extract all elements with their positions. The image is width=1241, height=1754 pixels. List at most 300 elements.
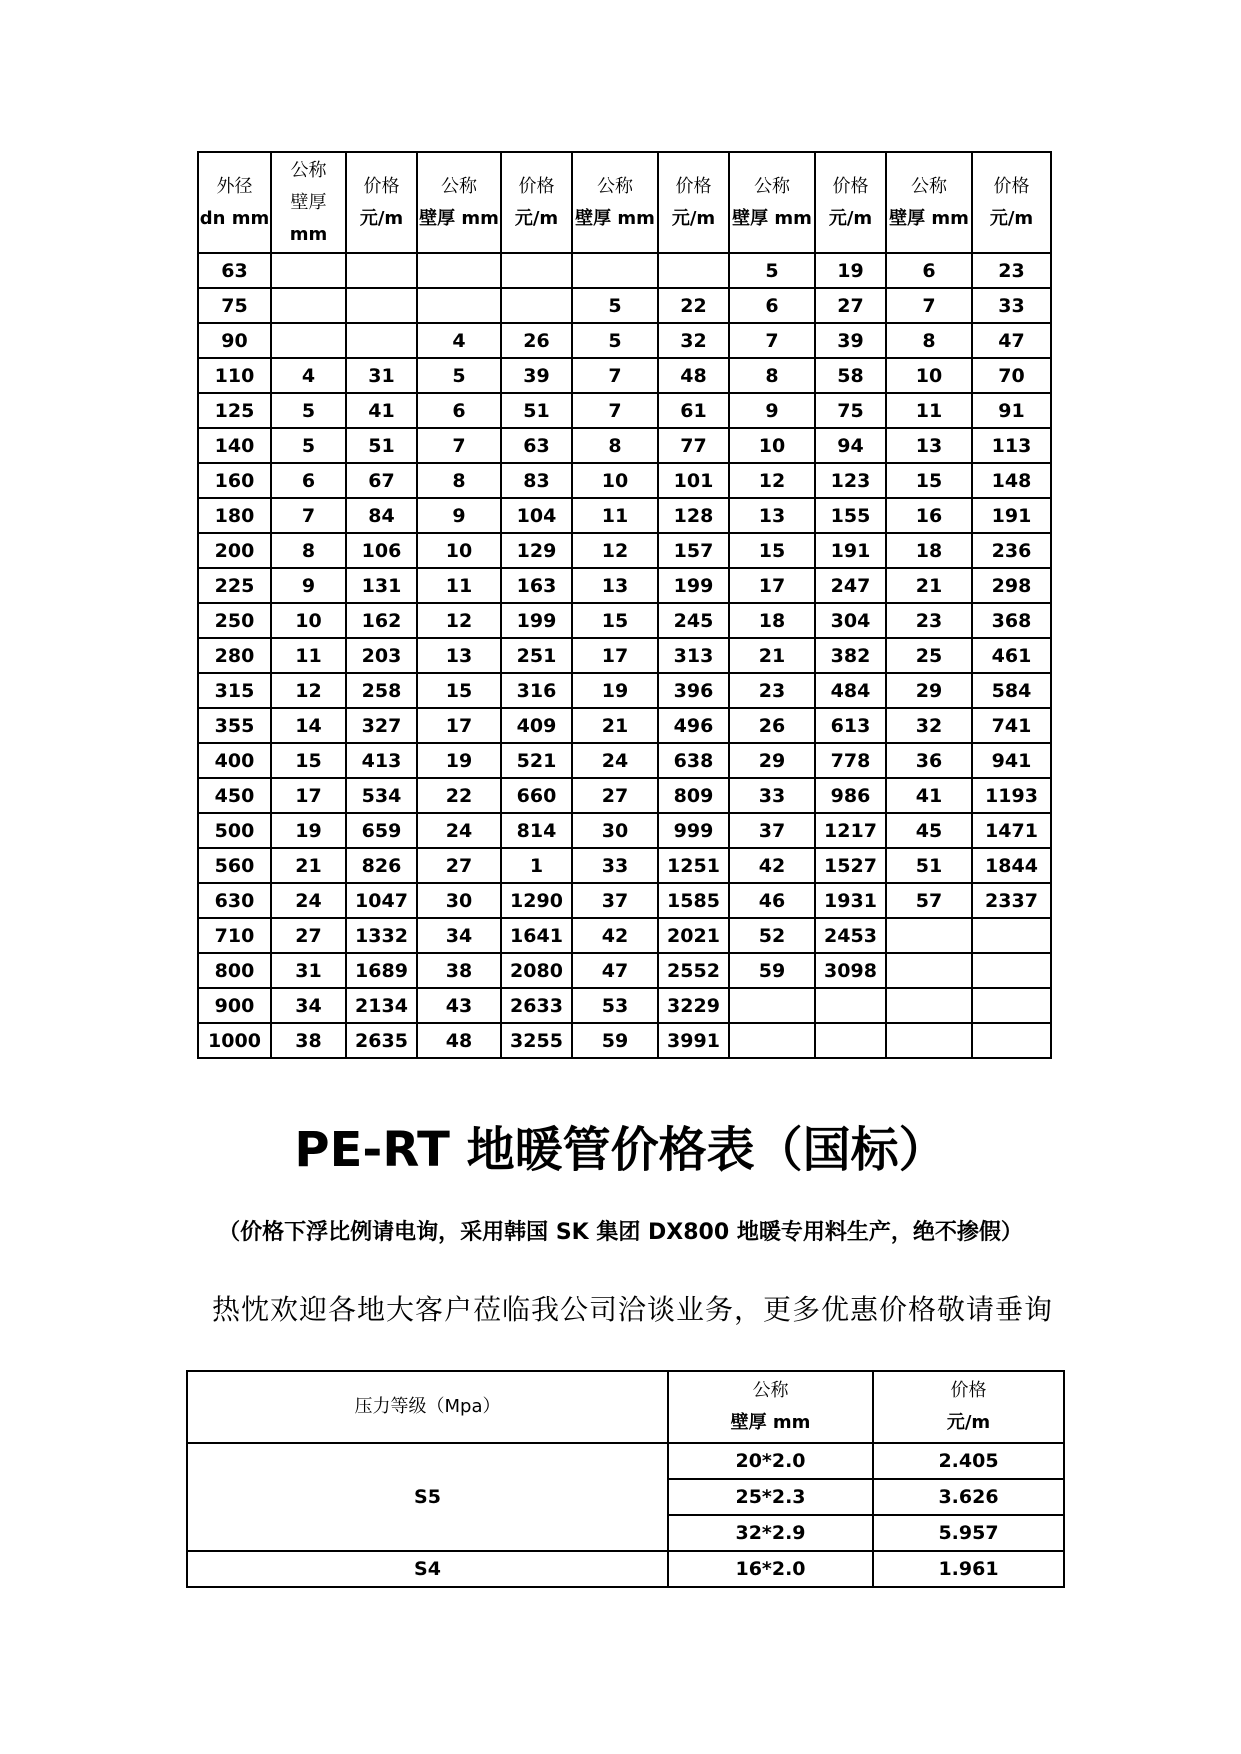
table-cell: 21 [729, 638, 815, 673]
table-cell: 125 [198, 393, 271, 428]
table-cell: 26 [501, 323, 572, 358]
table-cell: 2453 [815, 918, 886, 953]
table-cell: 38 [271, 1023, 346, 1058]
table-cell: 53 [572, 988, 658, 1023]
table-header-cell: 公称 壁厚 mm [729, 152, 815, 253]
table-row [198, 1023, 1051, 1058]
table-cell: 10 [271, 603, 346, 638]
table-row [198, 708, 1051, 743]
table-row [187, 1551, 1064, 1587]
table-cell: 51 [886, 848, 972, 883]
table-cell: 327 [346, 708, 417, 743]
table-cell: 19 [572, 673, 658, 708]
table-cell: 15 [572, 603, 658, 638]
table-cell: 986 [815, 778, 886, 813]
table-cell: 10 [886, 358, 972, 393]
table-cell: 15 [271, 743, 346, 778]
table-cell: 1527 [815, 848, 886, 883]
table-cell: 30 [417, 883, 501, 918]
table-cell: 8 [417, 463, 501, 498]
table-cell [972, 1023, 1051, 1058]
table-cell: 22 [417, 778, 501, 813]
table-cell: 91 [972, 393, 1051, 428]
table-cell: 2337 [972, 883, 1051, 918]
table-header-cell: 价格 元/m [815, 152, 886, 253]
table-row [198, 813, 1051, 848]
table-cell: 13 [417, 638, 501, 673]
table-cell [886, 988, 972, 1023]
table-cell: 225 [198, 568, 271, 603]
table-cell: 29 [729, 743, 815, 778]
table-cell: 13 [572, 568, 658, 603]
table-cell: 21 [572, 708, 658, 743]
table-cell: 199 [658, 568, 729, 603]
table-cell: 900 [198, 988, 271, 1023]
table-cell: 24 [417, 813, 501, 848]
table-cell: 12 [572, 533, 658, 568]
table-row [198, 953, 1051, 988]
table-cell: 33 [972, 288, 1051, 323]
table-cell: 251 [501, 638, 572, 673]
table-cell: 1193 [972, 778, 1051, 813]
table-header-cell: 公称 壁厚 mm [417, 152, 501, 253]
table-cell [886, 918, 972, 953]
table-row [198, 288, 1051, 323]
table-cell: 413 [346, 743, 417, 778]
table-cell [346, 323, 417, 358]
table-cell: 660 [501, 778, 572, 813]
table-header-cell: 外径 dn mm [198, 152, 271, 253]
table-cell: 5 [417, 358, 501, 393]
table-cell: 5 [729, 253, 815, 288]
table-row [198, 253, 1051, 288]
table-cell: 77 [658, 428, 729, 463]
table-cell: 36 [886, 743, 972, 778]
table-cell: 560 [198, 848, 271, 883]
table-cell: 24 [572, 743, 658, 778]
table-cell: 46 [729, 883, 815, 918]
table-cell: 113 [972, 428, 1051, 463]
table-cell: 16 [886, 498, 972, 533]
table-cell: 41 [886, 778, 972, 813]
table-cell: 27 [271, 918, 346, 953]
table-cell [972, 953, 1051, 988]
table-cell: 298 [972, 568, 1051, 603]
table-cell: 51 [501, 393, 572, 428]
table-cell: 13 [886, 428, 972, 463]
table-cell: 7 [572, 358, 658, 393]
table-cell: 34 [417, 918, 501, 953]
table-cell: 61 [658, 393, 729, 428]
spec-cell: 16*2.0 [668, 1551, 873, 1587]
table-cell [346, 288, 417, 323]
table-cell [815, 988, 886, 1023]
table-cell: 21 [271, 848, 346, 883]
table-cell: 23 [972, 253, 1051, 288]
table-cell: 34 [271, 988, 346, 1023]
table-cell: 6 [417, 393, 501, 428]
table-cell: 250 [198, 603, 271, 638]
table-cell: 8 [572, 428, 658, 463]
table-cell: 630 [198, 883, 271, 918]
table-cell: 1585 [658, 883, 729, 918]
table-cell: 27 [572, 778, 658, 813]
table-cell: 1844 [972, 848, 1051, 883]
table-cell: 1217 [815, 813, 886, 848]
table-cell: 39 [501, 358, 572, 393]
table-cell [972, 988, 1051, 1023]
table-cell: 25 [886, 638, 972, 673]
table-cell: 659 [346, 813, 417, 848]
table-cell: 18 [886, 533, 972, 568]
table-row [198, 918, 1051, 953]
table-cell: 24 [271, 883, 346, 918]
table-cell: 23 [886, 603, 972, 638]
table-cell: 3255 [501, 1023, 572, 1058]
table-cell: 10 [572, 463, 658, 498]
table-cell: 313 [658, 638, 729, 673]
table-row [198, 848, 1051, 883]
table-row [198, 778, 1051, 813]
table-cell: 51 [346, 428, 417, 463]
table-cell: 70 [972, 358, 1051, 393]
table-cell: 15 [417, 673, 501, 708]
table-cell: 12 [417, 603, 501, 638]
table-cell: 1290 [501, 883, 572, 918]
table-cell: 27 [815, 288, 886, 323]
price-table-dn [197, 151, 1052, 1059]
table-cell: 37 [729, 813, 815, 848]
spec-cell: 20*2.0 [668, 1443, 873, 1479]
table-cell: 57 [886, 883, 972, 918]
table-cell: 26 [729, 708, 815, 743]
table-cell: 368 [972, 603, 1051, 638]
table-cell: 12 [271, 673, 346, 708]
table-cell: 613 [815, 708, 886, 743]
table-cell: 47 [972, 323, 1051, 358]
table-cell: 1689 [346, 953, 417, 988]
table-cell: 11 [572, 498, 658, 533]
table-cell: 101 [658, 463, 729, 498]
table-cell: 162 [346, 603, 417, 638]
table-cell: 19 [417, 743, 501, 778]
table-cell: 315 [198, 673, 271, 708]
table-cell: 157 [658, 533, 729, 568]
table-cell [271, 288, 346, 323]
table-cell: 521 [501, 743, 572, 778]
table-cell [271, 253, 346, 288]
table-cell: 5 [572, 288, 658, 323]
table-cell: 496 [658, 708, 729, 743]
table-header-cell: 公称 壁厚 mm [271, 152, 346, 253]
table-cell: 37 [572, 883, 658, 918]
table-cell: 5 [271, 393, 346, 428]
table-header-cell: 公称 壁厚 mm [886, 152, 972, 253]
table-cell: 4 [271, 358, 346, 393]
table-cell: 8 [271, 533, 346, 568]
table-cell: 2552 [658, 953, 729, 988]
table-cell: 461 [972, 638, 1051, 673]
table-cell: 10 [417, 533, 501, 568]
table-cell: 199 [501, 603, 572, 638]
table-cell: 7 [271, 498, 346, 533]
table-row [198, 743, 1051, 778]
table-cell: 7 [886, 288, 972, 323]
header-price: 价格 元/m [873, 1371, 1064, 1443]
table-cell: 2080 [501, 953, 572, 988]
table-cell: 90 [198, 323, 271, 358]
table-cell: 396 [658, 673, 729, 708]
table-cell: 11 [271, 638, 346, 673]
table-cell: 19 [815, 253, 886, 288]
table-cell: 258 [346, 673, 417, 708]
welcome-message: 热忱欢迎各地大客户莅临我公司洽谈业务，更多优惠价格敬请垂询 [212, 1293, 1054, 1326]
table-cell: 42 [729, 848, 815, 883]
table-cell: 31 [271, 953, 346, 988]
table-cell: 15 [886, 463, 972, 498]
table-cell: 7 [417, 428, 501, 463]
table-cell: 5 [572, 323, 658, 358]
table-cell [886, 953, 972, 988]
table-cell: 1047 [346, 883, 417, 918]
header-wall-thickness: 公称 壁厚 mm [668, 1371, 873, 1443]
table-cell [815, 1023, 886, 1058]
table-cell: 7 [572, 393, 658, 428]
table-cell: 2134 [346, 988, 417, 1023]
table-cell: 21 [886, 568, 972, 603]
table-cell: 8 [886, 323, 972, 358]
table-cell: 30 [572, 813, 658, 848]
table-cell: 2633 [501, 988, 572, 1023]
table-row [198, 323, 1051, 358]
table-cell: 39 [815, 323, 886, 358]
table-cell [729, 988, 815, 1023]
table-cell: 131 [346, 568, 417, 603]
table-header-cell: 价格 元/m [658, 152, 729, 253]
table-cell: 22 [658, 288, 729, 323]
table-cell: 1471 [972, 813, 1051, 848]
table-cell: 778 [815, 743, 886, 778]
table-cell [729, 1023, 815, 1058]
table-cell [572, 253, 658, 288]
table-cell: 304 [815, 603, 886, 638]
price-table-pert-body [187, 1443, 1064, 1587]
table-cell: 47 [572, 953, 658, 988]
table-cell: 409 [501, 708, 572, 743]
table-cell: 236 [972, 533, 1051, 568]
table-cell [501, 288, 572, 323]
table-cell: 83 [501, 463, 572, 498]
pressure-grade-cell: S5 [187, 1443, 668, 1551]
table-cell: 9 [417, 498, 501, 533]
table-cell: 203 [346, 638, 417, 673]
table-cell: 1332 [346, 918, 417, 953]
table-cell: 12 [729, 463, 815, 498]
table-cell: 741 [972, 708, 1051, 743]
price-cell: 3.626 [873, 1479, 1064, 1515]
table-cell: 3229 [658, 988, 729, 1023]
table-cell: 191 [972, 498, 1051, 533]
table-cell: 450 [198, 778, 271, 813]
table-cell: 18 [729, 603, 815, 638]
table-cell [972, 918, 1051, 953]
table-cell: 17 [271, 778, 346, 813]
table-cell: 3991 [658, 1023, 729, 1058]
table-cell: 17 [729, 568, 815, 603]
table-cell: 128 [658, 498, 729, 533]
table-cell: 1641 [501, 918, 572, 953]
table-cell: 9 [729, 393, 815, 428]
table-cell: 75 [815, 393, 886, 428]
table-cell: 1251 [658, 848, 729, 883]
table-cell [417, 253, 501, 288]
table-cell: 15 [729, 533, 815, 568]
table-cell: 191 [815, 533, 886, 568]
table-row [187, 1443, 1064, 1479]
table-cell: 42 [572, 918, 658, 953]
price-cell: 2.405 [873, 1443, 1064, 1479]
table-cell: 4 [417, 323, 501, 358]
table-cell: 160 [198, 463, 271, 498]
pressure-grade-cell: S4 [187, 1551, 668, 1587]
table-cell: 247 [815, 568, 886, 603]
document-title: PE-RT 地暖管价格表（国标） [294, 1122, 947, 1178]
table-cell: 6 [886, 253, 972, 288]
table-cell: 484 [815, 673, 886, 708]
table-cell: 11 [886, 393, 972, 428]
table-cell: 245 [658, 603, 729, 638]
table-cell: 2635 [346, 1023, 417, 1058]
table-row [198, 428, 1051, 463]
table-cell: 17 [572, 638, 658, 673]
table-cell: 200 [198, 533, 271, 568]
table-cell [886, 1023, 972, 1058]
table-cell: 3098 [815, 953, 886, 988]
table-cell: 2021 [658, 918, 729, 953]
table-row [198, 673, 1051, 708]
table-cell: 941 [972, 743, 1051, 778]
table-row [198, 498, 1051, 533]
table-cell: 8 [729, 358, 815, 393]
table-cell: 94 [815, 428, 886, 463]
table-cell: 638 [658, 743, 729, 778]
table-cell: 500 [198, 813, 271, 848]
table-cell: 41 [346, 393, 417, 428]
price-table-dn-header [198, 152, 1051, 253]
table-cell: 63 [198, 253, 271, 288]
table-cell: 826 [346, 848, 417, 883]
price-cell: 1.961 [873, 1551, 1064, 1587]
table-cell: 33 [572, 848, 658, 883]
table-cell [271, 323, 346, 358]
table-cell: 13 [729, 498, 815, 533]
table-row [198, 533, 1051, 568]
table-cell: 84 [346, 498, 417, 533]
table-cell: 809 [658, 778, 729, 813]
table-cell: 52 [729, 918, 815, 953]
table-cell: 67 [346, 463, 417, 498]
table-cell: 129 [501, 533, 572, 568]
table-cell: 584 [972, 673, 1051, 708]
table-cell: 355 [198, 708, 271, 743]
table-cell: 75 [198, 288, 271, 323]
header-pressure-grade: 压力等级（Mpa） [187, 1371, 668, 1443]
table-cell: 38 [417, 953, 501, 988]
table-cell: 800 [198, 953, 271, 988]
table-cell: 11 [417, 568, 501, 603]
table-cell: 316 [501, 673, 572, 708]
table-cell: 710 [198, 918, 271, 953]
table-cell: 45 [886, 813, 972, 848]
table-header-cell: 价格 元/m [972, 152, 1051, 253]
table-cell: 17 [417, 708, 501, 743]
table-cell: 999 [658, 813, 729, 848]
spec-cell: 25*2.3 [668, 1479, 873, 1515]
table-cell [346, 253, 417, 288]
table-header-cell: 价格 元/m [501, 152, 572, 253]
table-cell: 155 [815, 498, 886, 533]
table-cell: 48 [658, 358, 729, 393]
table-cell: 59 [572, 1023, 658, 1058]
table-cell: 140 [198, 428, 271, 463]
table-cell: 29 [886, 673, 972, 708]
table-cell: 10 [729, 428, 815, 463]
table-cell: 280 [198, 638, 271, 673]
table-row [198, 603, 1051, 638]
table-cell: 59 [729, 953, 815, 988]
price-table-pert-header [187, 1371, 1064, 1443]
table-header-cell: 公称 壁厚 mm [572, 152, 658, 253]
table-cell: 43 [417, 988, 501, 1023]
table-cell: 110 [198, 358, 271, 393]
table-cell: 33 [729, 778, 815, 813]
table-cell: 163 [501, 568, 572, 603]
price-note: （价格下浮比例请电询，采用韩国 SK 集团 DX800 地暖专用料生产，绝不掺假） [218, 1220, 1023, 1245]
table-cell [658, 253, 729, 288]
table-row [198, 568, 1051, 603]
table-cell: 32 [658, 323, 729, 358]
table-cell: 104 [501, 498, 572, 533]
table-row [198, 883, 1051, 918]
table-cell: 534 [346, 778, 417, 813]
price-table-pert [186, 1370, 1065, 1588]
table-cell: 48 [417, 1023, 501, 1058]
table-cell: 19 [271, 813, 346, 848]
table-cell: 1 [501, 848, 572, 883]
table-cell: 180 [198, 498, 271, 533]
table-cell: 7 [729, 323, 815, 358]
table-cell: 382 [815, 638, 886, 673]
table-header-cell: 价格 元/m [346, 152, 417, 253]
table-cell: 1931 [815, 883, 886, 918]
table-cell [417, 288, 501, 323]
table-row [198, 988, 1051, 1023]
table-cell: 32 [886, 708, 972, 743]
table-cell: 123 [815, 463, 886, 498]
spec-cell: 32*2.9 [668, 1515, 873, 1551]
table-cell [501, 253, 572, 288]
table-cell: 106 [346, 533, 417, 568]
price-table-dn-body [198, 253, 1051, 1058]
table-cell: 5 [271, 428, 346, 463]
table-cell: 63 [501, 428, 572, 463]
table-cell: 23 [729, 673, 815, 708]
table-row [198, 393, 1051, 428]
table-cell: 58 [815, 358, 886, 393]
table-cell: 400 [198, 743, 271, 778]
table-cell: 814 [501, 813, 572, 848]
table-cell: 14 [271, 708, 346, 743]
